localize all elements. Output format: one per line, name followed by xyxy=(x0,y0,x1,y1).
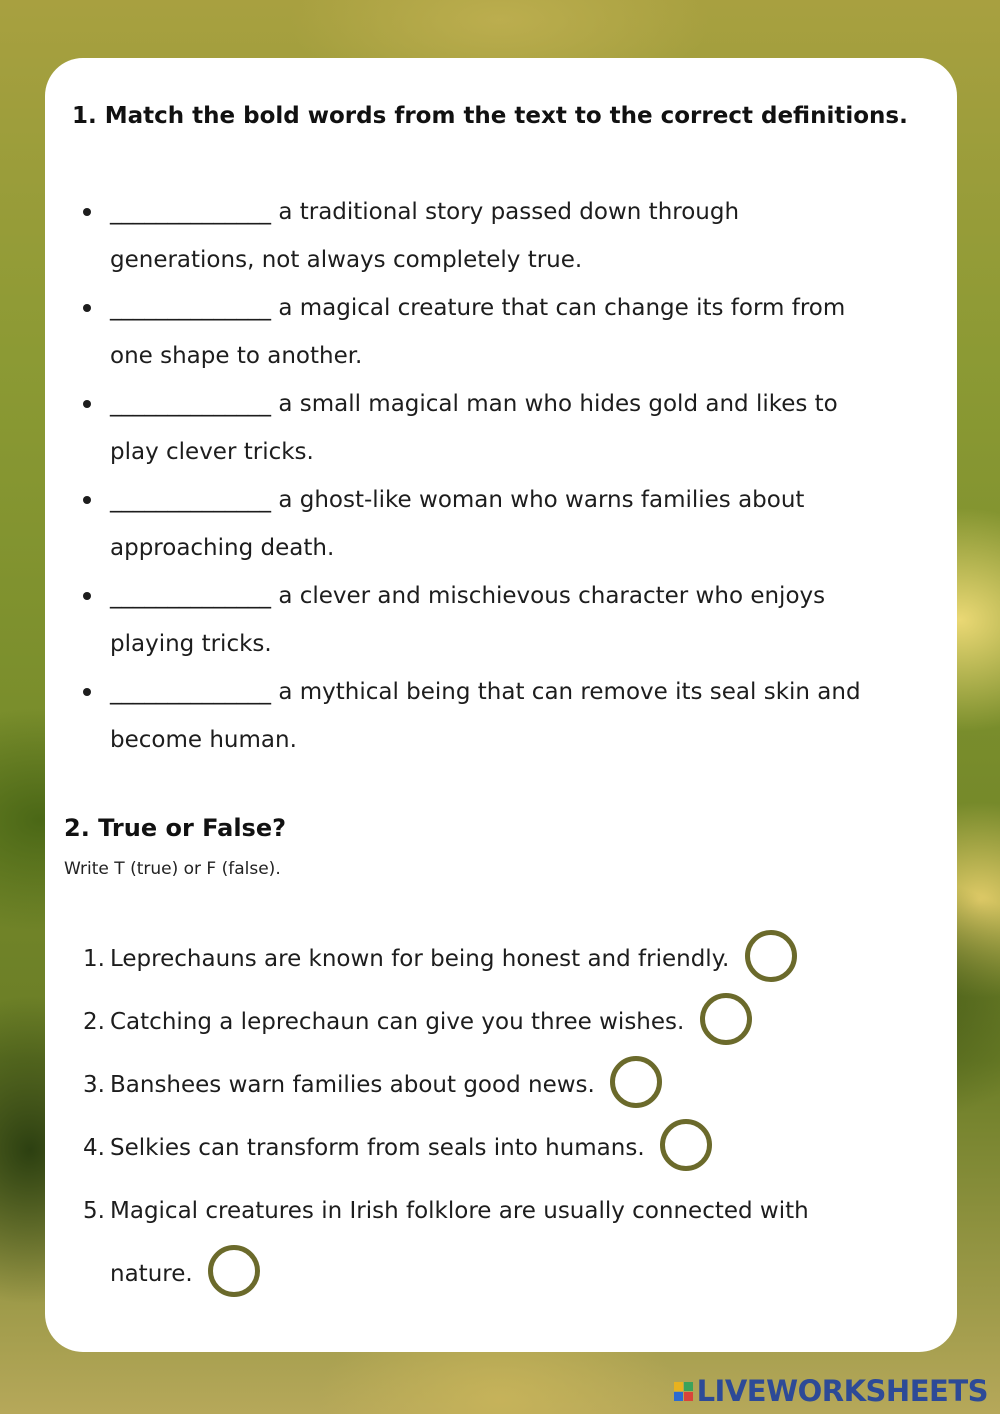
definition-text-cont: become human. xyxy=(110,727,297,753)
statement-item xyxy=(83,991,923,1054)
answer-circle[interactable] xyxy=(745,930,797,982)
answer-blank[interactable]: ______________ xyxy=(110,583,271,609)
bullet-icon xyxy=(83,688,91,696)
bullet-icon xyxy=(83,496,91,504)
statement-number: 2. xyxy=(83,1009,105,1035)
definition-text: a clever and mischievous character who enjoys xyxy=(278,583,826,609)
definition-list xyxy=(83,188,933,764)
definition-item xyxy=(83,572,933,668)
statement-number: 4. xyxy=(83,1135,105,1161)
bullet-icon xyxy=(83,304,91,312)
answer-blank[interactable]: ______________ xyxy=(110,679,271,705)
statement-number: 1. xyxy=(83,946,105,972)
statement-text: Leprechauns are known for being honest and friendly. xyxy=(110,946,730,972)
definition-text: a traditional story passed down through xyxy=(278,199,740,225)
answer-blank[interactable]: ______________ xyxy=(110,487,271,513)
answer-blank[interactable]: ______________ xyxy=(110,199,271,225)
liveworksheets-icon xyxy=(674,1382,693,1401)
bullet-icon xyxy=(83,400,91,408)
statement-item xyxy=(83,1180,923,1306)
statement-item xyxy=(83,928,923,991)
section2-title: 2. True or False? xyxy=(64,814,287,842)
section1-title: 1. Match the bold words from the text to the correct definitions. xyxy=(72,103,908,129)
definition-item xyxy=(83,188,933,284)
answer-circle[interactable] xyxy=(660,1119,712,1171)
statement-item xyxy=(83,1054,923,1117)
definition-text: a mythical being that can remove its seal skin and xyxy=(278,679,861,705)
statement-text: Magical creatures in Irish folklore are usually connected with xyxy=(110,1198,809,1224)
definition-text-cont: generations, not always completely true. xyxy=(110,247,583,273)
definition-text: a small magical man who hides gold and likes to xyxy=(278,391,838,417)
definition-item xyxy=(83,476,933,572)
answer-blank[interactable]: ______________ xyxy=(110,391,271,417)
answer-circle[interactable] xyxy=(208,1245,260,1297)
section2-instruction: Write T (true) or F (false). xyxy=(64,859,281,879)
definition-text-cont: one shape to another. xyxy=(110,343,363,369)
statement-item xyxy=(83,1117,923,1180)
brand-logo xyxy=(674,1374,988,1408)
statement-text: Banshees warn families about good news. xyxy=(110,1072,595,1098)
true-false-list xyxy=(83,928,923,1306)
statement-text: Catching a leprechaun can give you three wishes. xyxy=(110,1009,685,1035)
bullet-icon xyxy=(83,592,91,600)
definition-text-cont: approaching death. xyxy=(110,535,335,561)
statement-text-cont: nature. xyxy=(110,1261,193,1287)
statement-number: 3. xyxy=(83,1072,105,1098)
statement-text: Selkies can transform from seals into humans. xyxy=(110,1135,645,1161)
answer-blank[interactable]: ______________ xyxy=(110,295,271,321)
definition-text-cont: playing tricks. xyxy=(110,631,272,657)
worksheet-card xyxy=(45,58,957,1352)
definition-item xyxy=(83,284,933,380)
bullet-icon xyxy=(83,208,91,216)
definition-item xyxy=(83,668,933,764)
statement-number: 5. xyxy=(83,1198,105,1224)
answer-circle[interactable] xyxy=(700,993,752,1045)
answer-circle[interactable] xyxy=(610,1056,662,1108)
definition-text: a ghost-like woman who warns families about xyxy=(278,487,805,513)
definition-item xyxy=(83,380,933,476)
definition-text: a magical creature that can change its form from xyxy=(278,295,846,321)
brand-name: LIVEWORKSHEETS xyxy=(696,1374,988,1408)
definition-text-cont: play clever tricks. xyxy=(110,439,314,465)
